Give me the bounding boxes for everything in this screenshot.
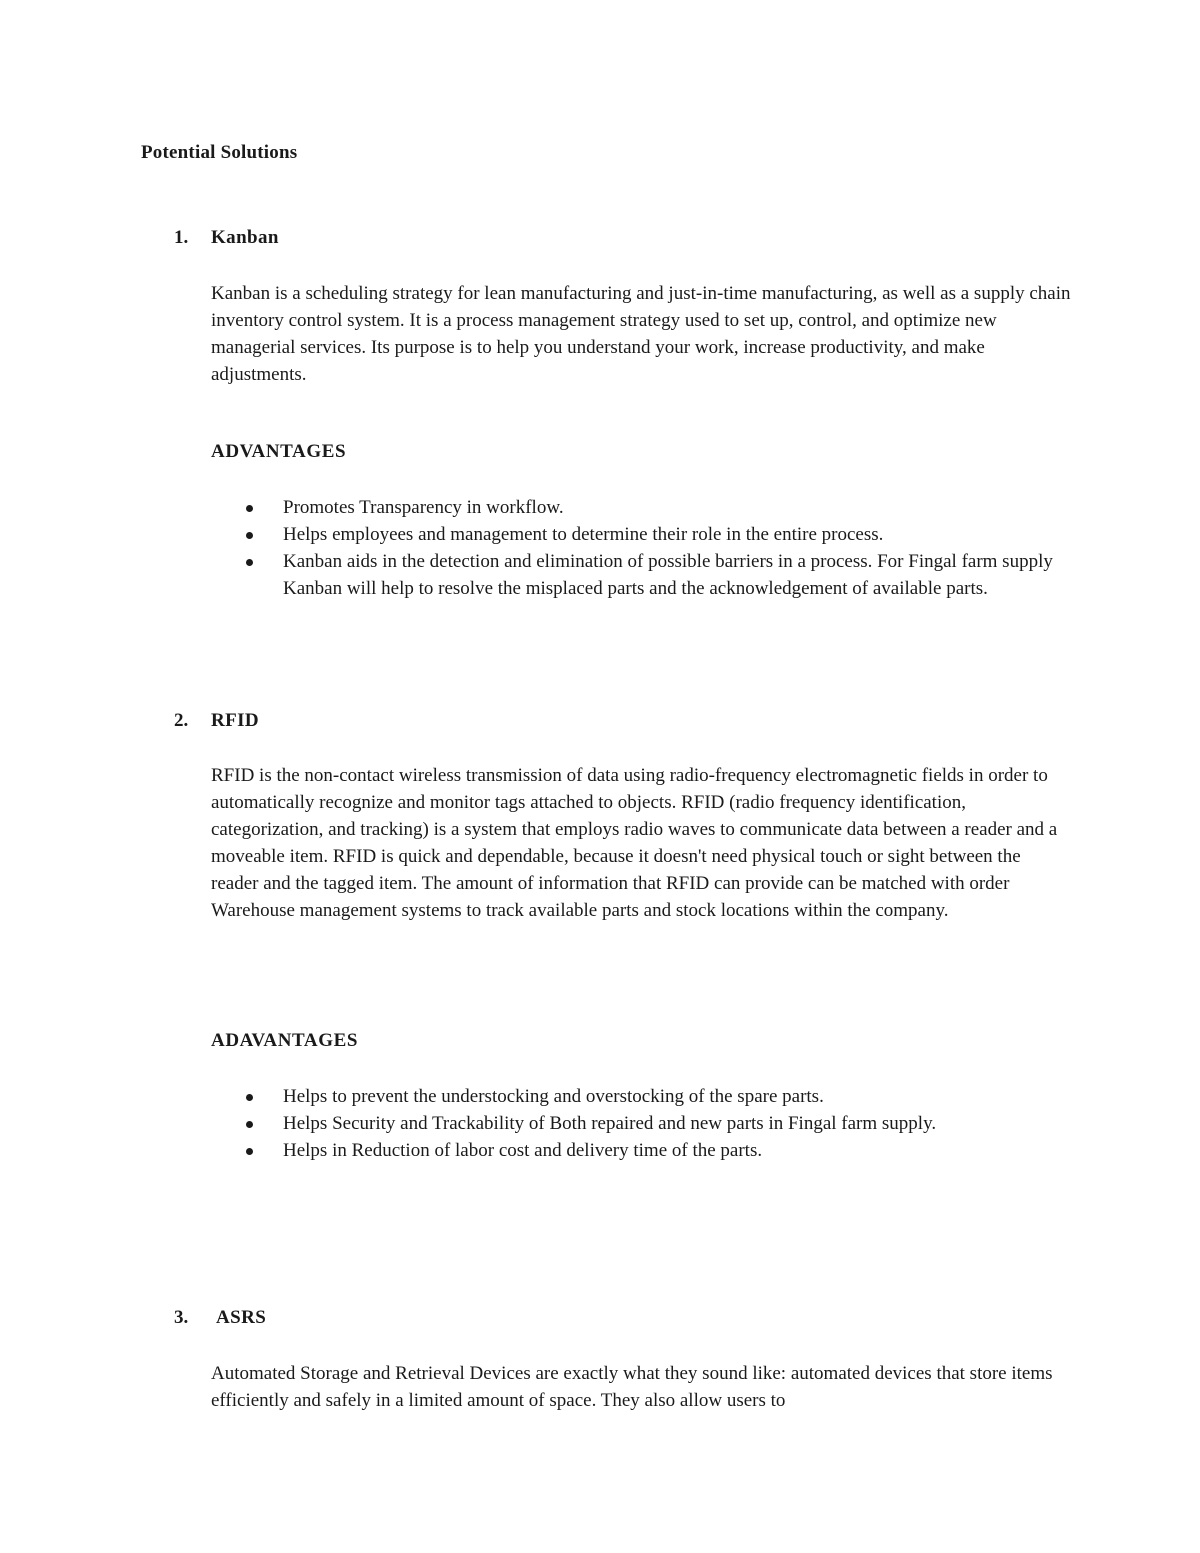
list-item-text: Promotes Transparency in workflow. [283, 497, 564, 518]
bullet-icon [246, 559, 253, 566]
section-number: 1. [174, 227, 189, 248]
bullet-icon [246, 532, 253, 539]
advantages-list [240, 1083, 1070, 1164]
list-item-text: Kanban aids in the detection and elimination of possible barriers in a process. For Fingal farm supply Kanban will help to resolve the misplaced parts and the acknowledgement of available parts. [283, 551, 1053, 599]
bullet-icon [246, 1148, 253, 1155]
list-item-text: Helps Security and Trackability of Both repaired and new parts in Fingal farm supply. [283, 1113, 937, 1134]
section-number: 3. [174, 1307, 189, 1328]
advantages-heading: ADVANTAGES [211, 441, 347, 462]
list-item [240, 548, 1070, 602]
section-paragraph: Automated Storage and Retrieval Devices are exactly what they sound like: automated devices that store items efficiently and safely in a limited amount of space. They also allow users to [211, 1363, 1053, 1411]
advantages-list [240, 494, 1070, 602]
advantages-heading: ADAVANTAGES [211, 1030, 359, 1051]
document-title: Potential Solutions [141, 142, 298, 163]
section-paragraph: RFID is the non-contact wireless transmission of data using radio-frequency electromagnetic fields in order to automatically recognize and monitor tags attached to objects. RFID (radio frequency identification, categorization, and tracking) is a system that employs radio waves to communicate data between a reader and a moveable item. RFID is quick and dependable, because it doesn't need physical touch or sight between the reader and the tagged item. The amount of information that RFID can provide can be matched with order Warehouse management systems to track available parts and stock locations within the company. [211, 765, 1058, 921]
list-item-text: Helps to prevent the understocking and overstocking of the spare parts. [283, 1086, 824, 1107]
bullet-icon [246, 505, 253, 512]
bullet-icon [246, 1121, 253, 1128]
list-item-text: Helps employees and management to determine their role in the entire process. [283, 524, 884, 545]
bullet-icon [246, 1094, 253, 1101]
section-number: 2. [174, 710, 189, 731]
list-item [240, 1110, 1070, 1137]
list-item [240, 1083, 1070, 1110]
section-title: ASRS [216, 1307, 267, 1328]
section-paragraph: Kanban is a scheduling strategy for lean manufacturing and just-in-time manufacturing, as well as a supply chain inventory control system. It is a process management strategy used to set up, control, and optimize new managerial services. Its purpose is to help you understand your work, increase productivity, and make adjustments. [211, 283, 1071, 385]
section-title: Kanban [211, 227, 279, 248]
section-title: RFID [211, 710, 260, 731]
list-item [240, 1137, 1070, 1164]
list-item [240, 494, 1070, 521]
list-item [240, 521, 1070, 548]
list-item-text: Helps in Reduction of labor cost and delivery time of the parts. [283, 1140, 763, 1161]
